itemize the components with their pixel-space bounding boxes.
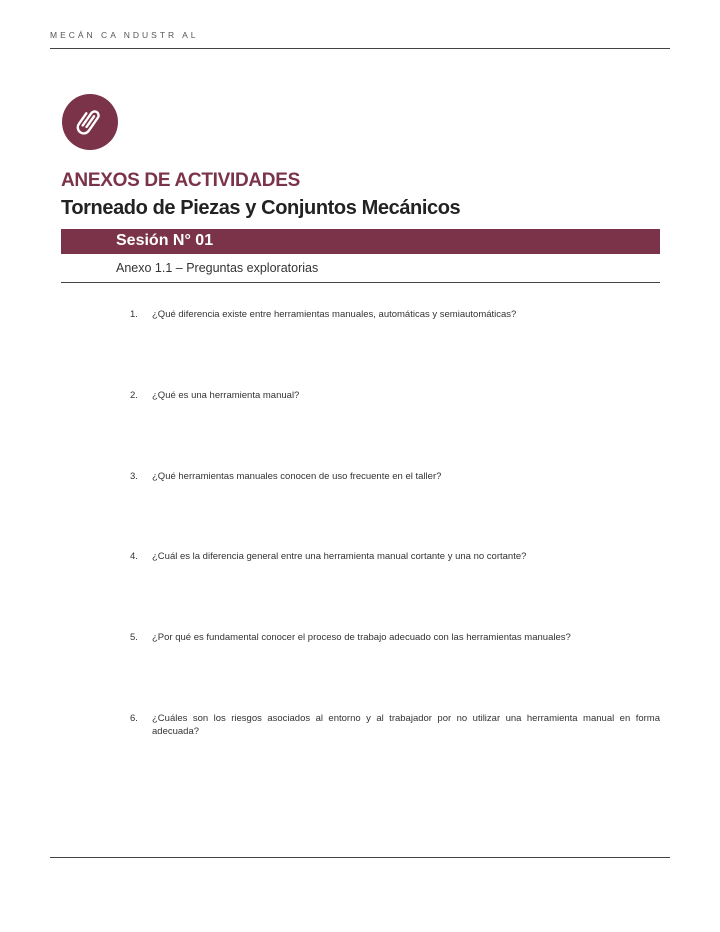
header-divider bbox=[50, 48, 670, 49]
question-number: 4. bbox=[130, 551, 138, 562]
question-number: 1. bbox=[130, 309, 138, 320]
question-text: ¿Cuáles son los riesgos asociados al entorno y al trabajador por no utilizar una herramienta manual en forma adecuada? bbox=[152, 713, 660, 737]
question-number: 5. bbox=[130, 632, 138, 643]
question-number: 3. bbox=[130, 471, 138, 482]
question-text: ¿Qué herramientas manuales conocen de uso frecuente en el taller? bbox=[152, 471, 442, 482]
annex-label: Anexo 1.1 – Preguntas exploratorias bbox=[116, 261, 319, 275]
section-title: ANEXOS DE ACTIVIDADES bbox=[61, 170, 300, 191]
session-label: Sesión N° 01 bbox=[116, 232, 214, 249]
session-banner bbox=[61, 229, 660, 254]
question-text: ¿Qué diferencia existe entre herramientas manuales, automáticas y semiautomáticas? bbox=[152, 309, 517, 320]
question-number: 2. bbox=[130, 390, 138, 401]
question-text: ¿Qué es una herramienta manual? bbox=[152, 390, 300, 401]
annex-divider bbox=[61, 282, 660, 283]
paperclip-icon bbox=[62, 94, 118, 150]
question-text: ¿Cuál es la diferencia general entre una herramienta manual cortante y una no cortante? bbox=[152, 551, 527, 562]
page-title: Torneado de Piezas y Conjuntos Mecánicos bbox=[61, 197, 461, 219]
question-number: 6. bbox=[130, 713, 138, 724]
footer-divider bbox=[50, 857, 670, 858]
question-text: ¿Por qué es fundamental conocer el proceso de trabajo adecuado con las herramientas manuales? bbox=[152, 632, 571, 643]
paperclip-icon-graphic bbox=[73, 105, 107, 139]
running-header-title: MECÁN CA NDUSTR AL bbox=[50, 30, 199, 40]
